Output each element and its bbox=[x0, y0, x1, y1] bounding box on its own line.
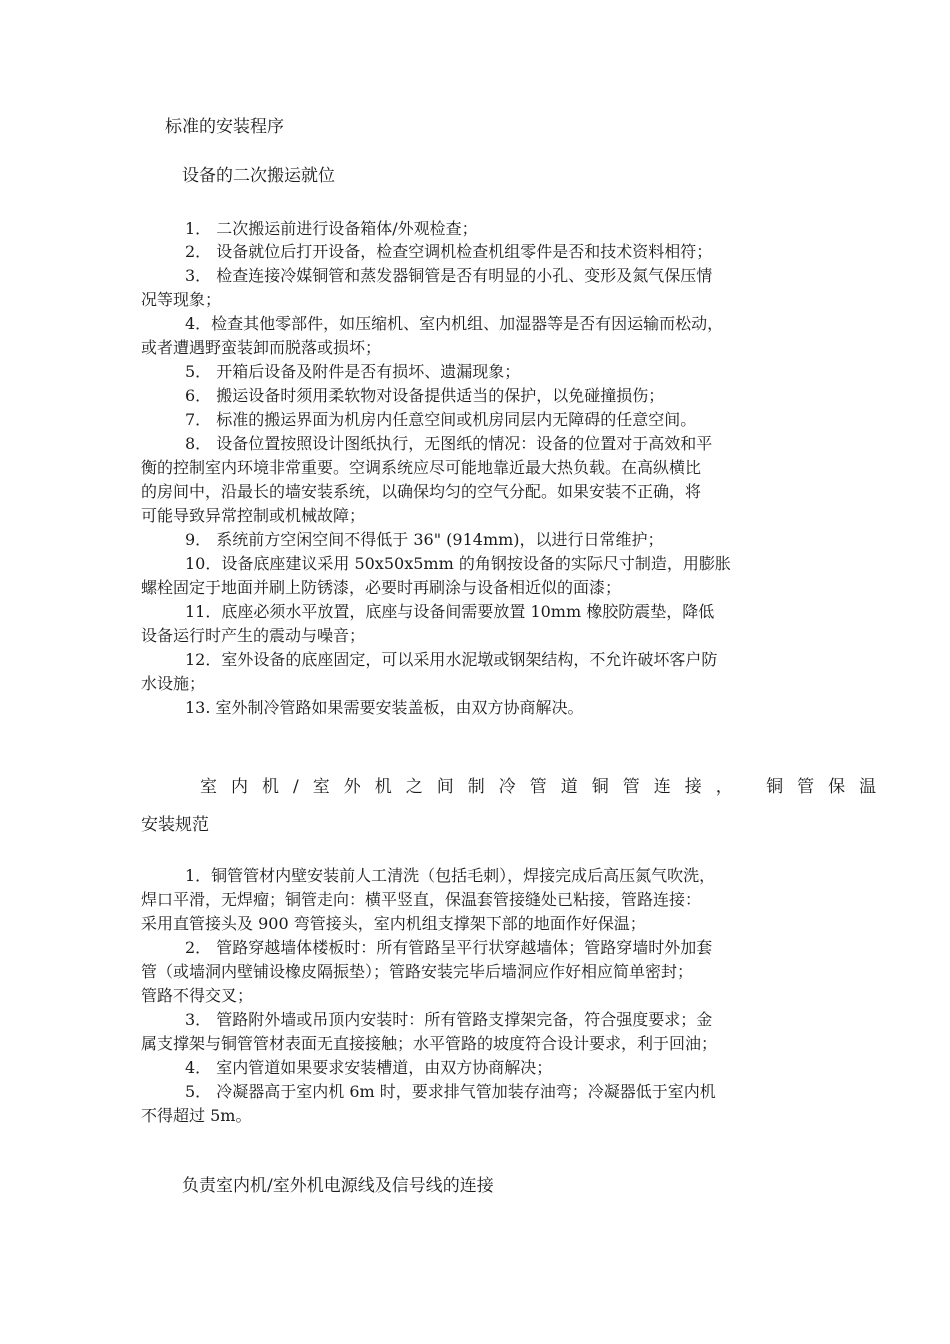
s1-line-15: 10．设备底座建议采用 50x50x5mm 的角钢按设备的实际尺寸制造，用膨胀 bbox=[185, 554, 731, 573]
section3-heading: 负责室内机/室外机电源线及信号线的连接 bbox=[182, 1176, 494, 1196]
section2-heading-line2: 安装规范 bbox=[141, 815, 209, 835]
s2-line-5: 管（或墙洞内壁铺设橡皮隔振垫）；管路安装完毕后墙洞应作好相应简单密封； bbox=[141, 962, 694, 981]
s2-line-10: 5． 冷凝器高于室内机 6m 时，要求排气管加装存油弯；冷凝器低于室内机 bbox=[185, 1082, 716, 1101]
s2-line-9: 4． 室内管道如果要求安装槽道，由双方协商解决； bbox=[185, 1058, 553, 1077]
s1-line-13: 可能导致异常控制或机械故障； bbox=[141, 506, 366, 525]
s1-line-21: 13. 室外制冷管路如果需要安装盖板，由双方协商解决。 bbox=[185, 698, 584, 717]
doc-title: 标准的安装程序 bbox=[165, 117, 284, 137]
s1-line-6: 或者遭遇野蛮装卸而脱落或损坏； bbox=[141, 338, 382, 357]
s1-line-7: 5． 开箱后设备及附件是否有损坏、遗漏现象； bbox=[185, 362, 521, 381]
s1-line-1: 1． 二次搬运前进行设备箱体/外观检查； bbox=[185, 219, 478, 238]
s1-line-17: 11．底座必须水平放置，底座与设备间需要放置 10mm 橡胶防震垫，降低 bbox=[185, 602, 715, 621]
s1-line-14: 9． 系统前方空闲空间不得低于 36" (914mm)，以进行日常维护； bbox=[185, 530, 664, 549]
s1-line-2: 2． 设备就位后打开设备，检查空调机检查机组零件是否和技术资料相符； bbox=[185, 242, 713, 261]
s1-line-12: 的房间中，沿最长的墙安装系统，以确保均匀的空气分配。如果安装不正确，将 bbox=[141, 482, 702, 501]
s2-line-6: 管路不得交叉； bbox=[141, 986, 254, 1005]
s1-line-19: 12．室外设备的底座固定，可以采用水泥墩或钢架结构，不允许破坏客户防 bbox=[185, 650, 718, 669]
s1-line-9: 7． 标准的搬运界面为机房内任意空间或机房同层内无障碍的任意空间。 bbox=[185, 410, 697, 429]
s1-line-8: 6． 搬运设备时须用柔软物对设备提供适当的保护，以免碰撞损伤； bbox=[185, 386, 665, 405]
s1-line-4: 况等现象； bbox=[141, 290, 222, 309]
s1-line-20: 水设施； bbox=[141, 674, 206, 693]
s2-line-4: 2． 管路穿越墙体楼板时：所有管路呈平行状穿越墙体；管路穿墙时外加套 bbox=[185, 938, 713, 957]
s1-line-10: 8． 设备位置按照设计图纸执行，无图纸的情况：设备的位置对于高效和平 bbox=[185, 434, 713, 453]
s2-line-7: 3． 管路附外墙或吊顶内安装时：所有管路支撑架完备，符合强度要求；金 bbox=[185, 1010, 713, 1029]
s1-line-18: 设备运行时产生的震动与噪音； bbox=[141, 626, 366, 645]
s2-line-3: 采用直管接头及 900 弯管接头，室内机组支撑架下部的地面作好保温； bbox=[141, 914, 646, 933]
s2-line-11: 不得超过 5m。 bbox=[141, 1106, 252, 1125]
s1-line-3: 3． 检查连接冷媒铜管和蒸发器铜管是否有明显的小孔、变形及氮气保压情 bbox=[185, 266, 713, 285]
s2-line-2: 焊口平滑，无焊瘤；铜管走向：横平竖直，保温套管接缝处已粘接，管路连接： bbox=[141, 890, 702, 909]
section2-heading-line1: 室内机/室外机之间制冷管道铜管连接， 铜管保温 bbox=[200, 777, 891, 797]
s2-line-1: 1．铜管管材内壁安装前人工清洗（包括毛刺），焊接完成后高压氮气吹洗， bbox=[185, 866, 716, 885]
section1-heading: 设备的二次搬运就位 bbox=[182, 166, 335, 186]
s1-line-11: 衡的控制室内环境非常重要。空调系统应尽可能地靠近最大热负载。在高纵横比 bbox=[141, 458, 702, 477]
s2-line-8: 属支撑架与铜管管材表面无直接接触；水平管路的坡度符合设计要求，利于回油； bbox=[141, 1034, 718, 1053]
s1-line-5: 4．检查其他零部件，如压缩机、室内机组、加湿器等是否有因运输而松动， bbox=[185, 314, 724, 333]
s1-line-16: 螺栓固定于地面并刷上防锈漆，必要时再刷涂与设备相近似的面漆； bbox=[141, 578, 622, 597]
